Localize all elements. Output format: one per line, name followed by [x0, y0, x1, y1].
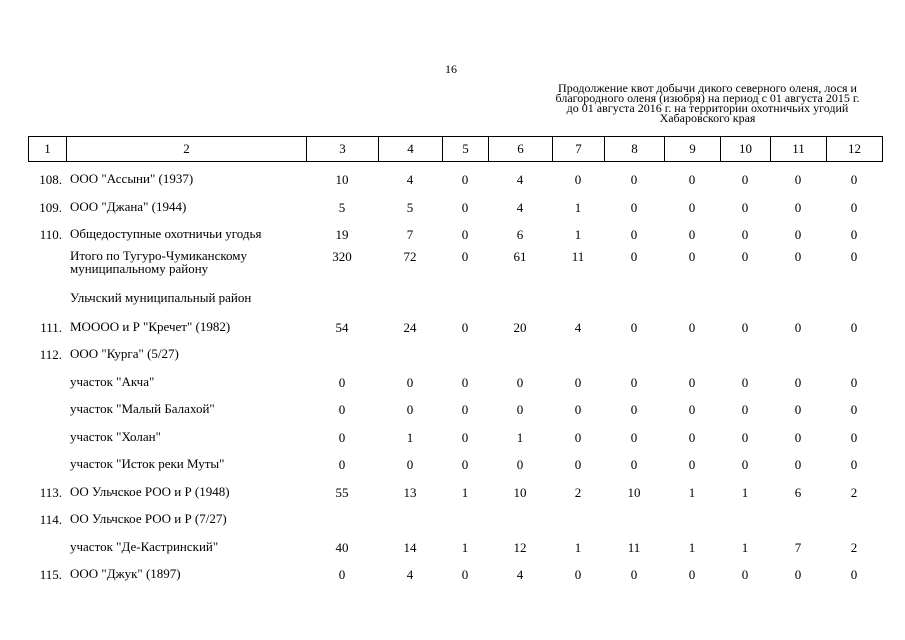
value-cell: 0	[741, 374, 749, 390]
value-cell: 0	[850, 248, 858, 264]
value-cell: 11	[627, 539, 641, 555]
row-number: 110.	[39, 227, 62, 242]
value-cell: 0	[461, 457, 469, 472]
value-cell: 4	[406, 172, 414, 187]
column-header: 2	[67, 137, 307, 162]
value-cell: 14	[403, 539, 417, 555]
value-cell: 12	[513, 539, 527, 555]
value-cell: 0	[741, 429, 749, 445]
value-cell: 0	[850, 374, 858, 390]
value-cell: 0	[630, 374, 638, 390]
quota-table	[28, 166, 882, 589]
table-row	[28, 287, 882, 314]
value-cell: 10	[335, 172, 349, 187]
page-number: 16	[445, 62, 457, 76]
value-cell: 1	[461, 539, 469, 555]
value-cell: 0	[516, 457, 524, 472]
value-cell: 2	[850, 539, 858, 555]
table-row	[28, 396, 882, 424]
column-header: 4	[379, 137, 443, 162]
value-cell: 0	[574, 567, 582, 582]
row-name: участок "Холан"	[70, 428, 161, 444]
table-caption	[535, 83, 880, 123]
value-cell: 0	[461, 199, 469, 215]
row-name: ООО "Джук" (1897)	[70, 566, 181, 581]
value-cell: 0	[630, 172, 638, 187]
value-cell: 0	[850, 319, 858, 335]
value-cell	[488, 506, 552, 534]
value-cell	[604, 506, 664, 534]
value-cell: 20	[513, 319, 527, 335]
row-number: 108.	[39, 172, 62, 187]
row-name: Ульчский муниципальный район	[70, 289, 252, 305]
table-row	[28, 194, 882, 222]
value-cell: 4	[516, 199, 524, 215]
value-cell	[770, 506, 826, 534]
table-row	[28, 424, 882, 452]
value-cell: 2	[850, 484, 858, 500]
value-cell: 0	[794, 248, 802, 264]
value-cell: 0	[794, 429, 802, 445]
value-cell	[552, 287, 604, 314]
value-cell: 0	[461, 319, 469, 335]
value-cell: 0	[688, 199, 696, 215]
value-cell: 7	[794, 539, 802, 555]
value-cell: 54	[335, 319, 349, 335]
value-cell	[604, 341, 664, 369]
value-cell: 5	[338, 199, 346, 215]
table-row	[28, 479, 882, 507]
value-cell: 0	[406, 402, 414, 417]
value-cell: 72	[403, 248, 417, 264]
value-cell	[306, 341, 378, 369]
value-cell: 0	[461, 374, 469, 390]
value-cell: 0	[850, 227, 858, 242]
value-cell: 0	[630, 567, 638, 582]
row-name: участок "Акча"	[70, 373, 155, 389]
value-cell: 0	[630, 199, 638, 215]
value-cell: 0	[794, 374, 802, 390]
row-number	[28, 396, 66, 424]
value-cell: 0	[688, 248, 696, 264]
value-cell	[826, 287, 882, 314]
value-cell: 1	[461, 484, 469, 500]
row-number	[28, 249, 66, 287]
row-number	[28, 287, 66, 314]
value-cell: 0	[406, 374, 414, 390]
row-number	[28, 534, 66, 562]
value-cell: 0	[630, 402, 638, 417]
table-row	[28, 249, 882, 287]
row-number: 113.	[39, 484, 62, 500]
value-cell: 0	[688, 429, 696, 445]
row-name: участок "Де-Кастринский"	[70, 538, 219, 554]
value-cell	[604, 287, 664, 314]
row-number: 114.	[39, 512, 62, 527]
value-cell	[442, 287, 488, 314]
table-row	[28, 534, 882, 562]
value-cell: 0	[850, 199, 858, 215]
value-cell: 40	[335, 539, 349, 555]
row-name: участок "Малый Балахой"	[70, 401, 215, 416]
value-cell: 1	[741, 539, 749, 555]
value-cell: 0	[741, 402, 749, 417]
value-cell: 0	[461, 227, 469, 242]
row-name: ООО "Джана" (1944)	[70, 198, 187, 214]
column-header: 10	[721, 137, 771, 162]
row-name: участок "Исток реки Муты"	[70, 456, 225, 471]
value-cell	[378, 287, 442, 314]
row-name: ООО "Курга" (5/27)	[70, 346, 179, 361]
table-row	[28, 314, 882, 342]
column-header: 11	[771, 137, 827, 162]
value-cell: 0	[794, 319, 802, 335]
value-cell: 1	[741, 484, 749, 500]
row-number: 115.	[39, 567, 62, 582]
value-cell: 55	[335, 484, 349, 500]
value-cell	[552, 506, 604, 534]
value-cell: 0	[741, 567, 749, 582]
value-cell: 1	[688, 539, 696, 555]
value-cell	[442, 506, 488, 534]
table-row	[28, 561, 882, 589]
value-cell: 0	[574, 172, 582, 187]
value-cell: 0	[630, 319, 638, 335]
table-row	[28, 221, 882, 249]
value-cell	[664, 341, 720, 369]
table-row	[28, 369, 882, 397]
row-number	[28, 424, 66, 452]
value-cell: 0	[850, 402, 858, 417]
value-cell: 0	[688, 374, 696, 390]
caption-line: благородного оленя (изюбря) на период с 01 августа 2015 г.	[555, 91, 860, 105]
value-cell: 0	[850, 429, 858, 445]
value-cell: 1	[574, 227, 582, 242]
table-row	[28, 451, 882, 479]
value-cell: 0	[688, 402, 696, 417]
row-name: ООО "Ассыни" (1937)	[70, 171, 194, 186]
value-cell	[720, 287, 770, 314]
value-cell: 0	[688, 172, 696, 187]
value-cell	[378, 506, 442, 534]
value-cell: 0	[338, 457, 346, 472]
value-cell: 0	[741, 248, 749, 264]
value-cell	[488, 287, 552, 314]
header-row	[29, 137, 883, 162]
value-cell: 0	[461, 429, 469, 445]
value-cell: 0	[741, 172, 749, 187]
value-cell: 61	[513, 248, 527, 264]
value-cell: 5	[406, 199, 414, 215]
value-cell: 0	[688, 319, 696, 335]
value-cell: 0	[461, 172, 469, 187]
column-header: 8	[605, 137, 665, 162]
value-cell: 0	[794, 457, 802, 472]
value-cell: 0	[338, 402, 346, 417]
value-cell	[720, 506, 770, 534]
value-cell	[770, 341, 826, 369]
value-cell: 4	[574, 319, 582, 335]
value-cell: 0	[794, 172, 802, 187]
value-cell	[664, 287, 720, 314]
value-cell: 1	[516, 429, 524, 445]
value-cell: 0	[688, 457, 696, 472]
value-cell	[664, 506, 720, 534]
value-cell	[488, 341, 552, 369]
value-cell: 0	[630, 248, 638, 264]
value-cell: 0	[461, 567, 469, 582]
row-number	[28, 369, 66, 397]
value-cell: 0	[574, 457, 582, 472]
table-row	[28, 506, 882, 534]
value-cell: 0	[516, 402, 524, 417]
value-cell: 4	[406, 567, 414, 582]
column-header: 3	[307, 137, 379, 162]
row-number: 109.	[39, 199, 62, 215]
table-row	[28, 341, 882, 369]
value-cell: 1	[406, 429, 414, 445]
value-cell: 4	[516, 172, 524, 187]
value-cell: 1	[574, 199, 582, 215]
value-cell: 6	[794, 484, 802, 500]
value-cell: 1	[574, 539, 582, 555]
column-number-header	[28, 136, 883, 162]
value-cell	[442, 341, 488, 369]
column-header: 7	[553, 137, 605, 162]
value-cell: 0	[794, 567, 802, 582]
column-header: 12	[827, 137, 883, 162]
value-cell	[306, 287, 378, 314]
value-cell: 6	[516, 227, 524, 242]
row-number: 112.	[39, 347, 62, 362]
value-cell: 24	[403, 319, 417, 335]
value-cell: 4	[516, 567, 524, 582]
value-cell: 0	[461, 248, 469, 264]
value-cell: 0	[516, 374, 524, 390]
row-name: ОО Ульчское РОО и Р (7/27)	[70, 511, 227, 526]
value-cell: 13	[403, 484, 417, 500]
caption-line: Продолжение квот добычи дикого северного оленя, лося и	[558, 81, 857, 95]
value-cell	[720, 341, 770, 369]
value-cell	[826, 341, 882, 369]
column-header: 1	[29, 137, 67, 162]
row-name: ОО Ульчское РОО и Р (1948)	[70, 483, 230, 499]
caption-line: до 01 августа 2016 г. на территории охотничьих угодий	[566, 101, 849, 115]
row-number	[28, 451, 66, 479]
value-cell: 11	[571, 248, 585, 264]
value-cell	[378, 341, 442, 369]
value-cell: 10	[627, 484, 641, 500]
value-cell: 0	[688, 567, 696, 582]
value-cell: 0	[688, 227, 696, 242]
column-header: 5	[443, 137, 489, 162]
value-cell: 320	[332, 248, 352, 264]
value-cell: 0	[338, 567, 346, 582]
value-cell: 0	[850, 172, 858, 187]
column-header: 9	[665, 137, 721, 162]
value-cell: 0	[630, 227, 638, 242]
value-cell	[826, 506, 882, 534]
value-cell: 0	[630, 429, 638, 445]
value-cell: 0	[338, 429, 346, 445]
value-cell: 0	[741, 457, 749, 472]
value-cell: 0	[461, 402, 469, 417]
value-cell: 0	[850, 567, 858, 582]
row-name: Общедоступные охотничьи угодья	[70, 226, 262, 241]
value-cell: 0	[741, 319, 749, 335]
value-cell: 0	[741, 199, 749, 215]
value-cell: 2	[574, 484, 582, 500]
row-number: 111.	[40, 319, 62, 335]
column-header: 6	[489, 137, 553, 162]
value-cell: 1	[688, 484, 696, 500]
row-name: МОООО и Р "Кречет" (1982)	[70, 318, 231, 334]
value-cell: 0	[574, 429, 582, 445]
value-cell	[770, 287, 826, 314]
table-row	[28, 166, 882, 194]
value-cell: 0	[794, 199, 802, 215]
value-cell: 0	[406, 457, 414, 472]
value-cell: 0	[741, 227, 749, 242]
value-cell: 7	[406, 227, 414, 242]
value-cell: 0	[338, 374, 346, 390]
value-cell: 0	[850, 457, 858, 472]
row-name: Итого по Тугуро-Чумиканскому муниципальному району	[70, 247, 248, 276]
value-cell: 10	[513, 484, 527, 500]
value-cell: 0	[630, 457, 638, 472]
value-cell: 0	[794, 227, 802, 242]
value-cell: 0	[574, 374, 582, 390]
value-cell: 19	[335, 227, 349, 242]
value-cell	[306, 506, 378, 534]
value-cell: 0	[794, 402, 802, 417]
value-cell	[552, 341, 604, 369]
value-cell: 0	[574, 402, 582, 417]
caption-line: Хабаровского края	[659, 111, 756, 125]
